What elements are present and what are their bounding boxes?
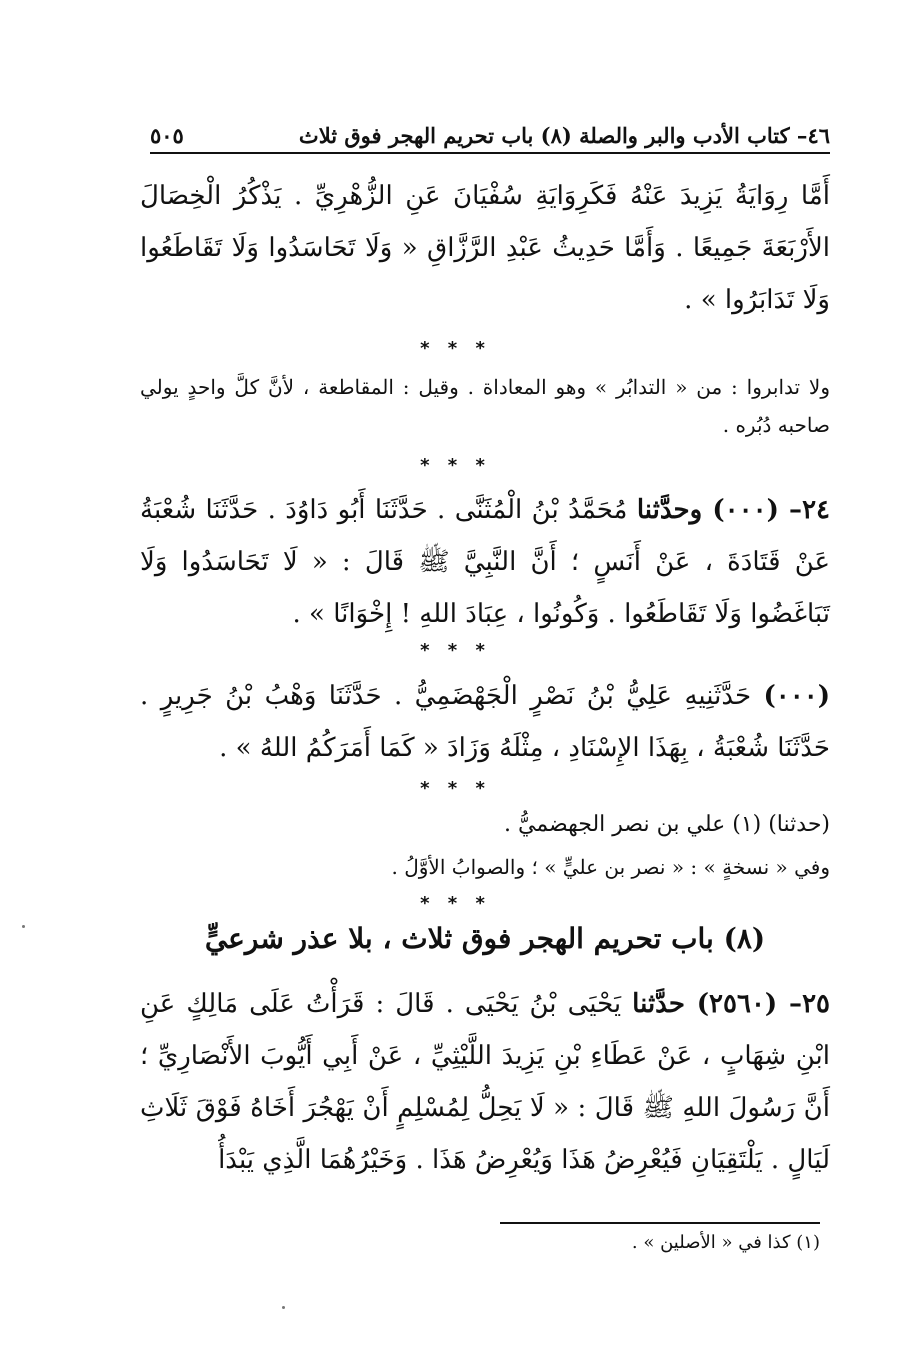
paragraph-riwayah: أَمَّا رِوَايَةُ يَزِيدَ عَنْهُ فَكَرِوَايَةِ سُفْيَانَ عَنِ الزُّهْرِيِّ . يَذْكُرُ الْخِصَالَ الأَرْبَعَةَ جَمِيعًا . وَأَمَّا حَدِيثُ عَبْدِ الرَّزَّاقِ « وَلَا تَحَاسَدُوا وَلَا تَقَاطَعُوا وَلَا تَدَابَرُوا » . <box>140 181 830 315</box>
hadith-number: (٠٠٠) <box>763 681 830 711</box>
separator-stars: * * * <box>420 893 491 914</box>
footnote: (١) كذا في « الأصلين » . <box>631 1232 820 1253</box>
separator-stars: * * * <box>420 778 491 799</box>
hadith-24 <box>140 484 830 640</box>
separator-stars: * * * <box>420 455 491 476</box>
separator-stars: * * * <box>420 338 491 359</box>
hadith-text: حَدَّثَنِيهِ عَلِيُّ بْنُ نَصْرٍ الْجَهْضَمِيُّ . حَدَّثَنَا وَهْبُ بْنُ جَرِيرٍ . حَدَّثَنَا شُعْبَةُ ، بِهَذَا الإِسْنَادِ ، مِثْلَهُ وَزَادَ « كَمَا أَمَرَكُمُ اللهُ » . <box>140 681 830 763</box>
scan-speck <box>22 925 25 928</box>
hadith-number: ٢٥– (٢٥٦٠) حدَّثنا <box>632 989 830 1019</box>
footnote-rule <box>500 1222 820 1224</box>
hadith-24-variant <box>140 670 830 774</box>
hadith-number: ٢٤– (٠٠٠) وحدَّثنا <box>636 495 830 525</box>
running-header <box>150 112 830 154</box>
hadith-text: يَحْيَى بْنُ يَحْيَى . قَالَ : قَرَأْتُ عَلَى مَالِكٍ عَنِ ابْنِ شِهَابٍ ، عَنْ عَطَاءِ بْنِ يَزِيدَ اللَّيْثِيِّ ، عَنْ أَبِي أَيُّوبَ الأَنْصَارِيِّ ؛ أَنَّ رَسُولَ اللهِ ﷺ قَالَ : « لَا يَحِلُّ لِمُسْلِمٍ أَنْ يَهْجُرَ أَخَاهُ فَوْقَ ثَلَاثِ لَيَالٍ . يَلْتَقِيَانِ فَيُعْرِضُ هَذَا وَيُعْرِضُ هَذَا . وَخَيْرُهُمَا الَّذِي يَبْدَأُ <box>140 989 830 1175</box>
section-heading: (٨) باب تحريم الهجر فوق ثلاث ، بلا عذر شرعيٍّ <box>204 922 766 955</box>
running-title: ٤٦– كتاب الأدب والبر والصلة (٨) باب تحريم الهجر فوق ثلاث <box>298 123 830 148</box>
gloss-tadabaru: ولا تدابروا : من « التدابُر » وهو المعاداة . وقيل : المقاطعة ، لأنَّ كلَّ واحدٍ يولي صاحبه دُبُره . <box>140 375 830 437</box>
separator-stars: * * * <box>420 640 491 661</box>
hadith-text: مُحَمَّدُ بْنُ الْمُثَنَّى . حَدَّثَنَا أَبُو دَاوُدَ . حَدَّثَنَا شُعْبَةُ عَنْ قَتَادَةَ ، عَنْ أَنَسٍ ؛ أَنَّ النَّبِيَّ ﷺ قَالَ : « لَا تَحَاسَدُوا وَلَا تَبَاغَضُوا وَلَا تَقَاطَعُوا . وَكُونُوا ، عِبَادَ اللهِ ! إِخْوَانًا » . <box>140 495 830 629</box>
page-number: ٥٠٥ <box>150 123 184 148</box>
hadith-25 <box>140 978 830 1186</box>
scan-speck <box>282 1306 285 1309</box>
gloss-haddathana-line1: (حدثنا) (١) علي بن نصر الجهضميُّ . <box>504 812 830 837</box>
gloss-haddathana-line2: وفي « نسخةٍ » : « نصر بن عليٍّ » ؛ والصوابُ الأوَّلُ . <box>391 855 830 879</box>
